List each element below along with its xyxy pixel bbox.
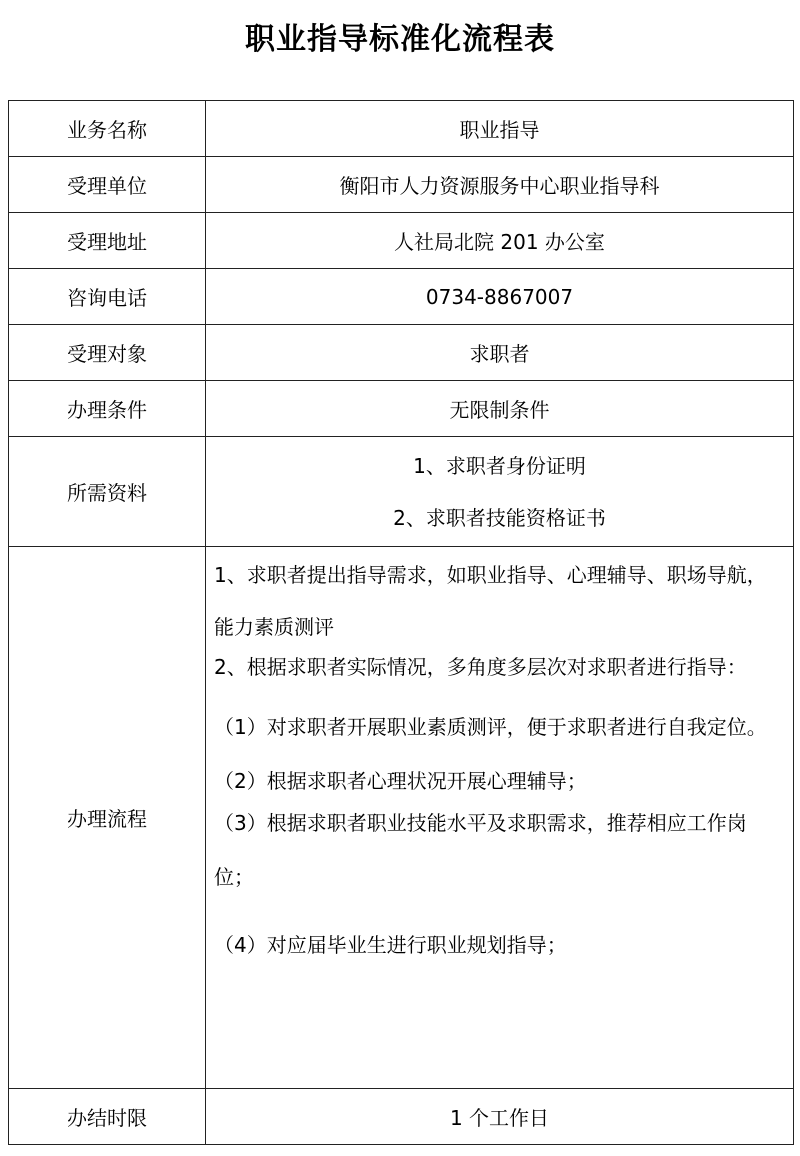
table-row <box>9 157 794 213</box>
process-substep-4: （4）对应届毕业生进行职业规划指导； <box>214 933 567 957</box>
row-value: 衡阳市人力资源服务中心职业指导科 <box>206 157 794 213</box>
process-substep-3-cont: 位； <box>214 865 254 889</box>
row-value: 职业指导 <box>206 101 794 157</box>
process-row <box>9 547 794 1089</box>
materials-list <box>206 437 794 547</box>
process-label: 办理流程 <box>9 547 206 1089</box>
process-table <box>8 100 794 1145</box>
materials-label: 所需资料 <box>9 437 206 547</box>
table-row <box>9 269 794 325</box>
row-label: 办理条件 <box>9 381 206 437</box>
table-row <box>9 381 794 437</box>
table-row <box>9 101 794 157</box>
table-row <box>9 325 794 381</box>
material-item: 2、求职者技能资格证书 <box>393 505 606 530</box>
row-value: 人社局北院 201 办公室 <box>206 213 794 269</box>
row-value: 无限制条件 <box>206 381 794 437</box>
material-item: 1、求职者身份证明 <box>413 453 586 478</box>
process-substep-2: （2）根据求职者心理状况开展心理辅导； <box>214 769 587 793</box>
materials-row <box>9 437 794 547</box>
row-value: 0734-8867007 <box>206 269 794 325</box>
row-label: 受理对象 <box>9 325 206 381</box>
deadline-label: 办结时限 <box>9 1089 206 1145</box>
row-label: 业务名称 <box>9 101 206 157</box>
row-label: 受理单位 <box>9 157 206 213</box>
row-value: 求职者 <box>206 325 794 381</box>
process-step-1: 1、求职者提出指导需求，如职业指导、心理辅导、职场导航， <box>214 563 767 587</box>
process-substep-3: （3）根据求职者职业技能水平及求职需求，推荐相应工作岗 <box>214 811 747 835</box>
row-label: 受理地址 <box>9 213 206 269</box>
deadline-value: 1 个工作日 <box>206 1089 794 1145</box>
process-step-1-cont: 能力素质测评 <box>214 615 334 639</box>
process-steps <box>206 547 794 1089</box>
page-title: 职业指导标准化流程表 <box>245 22 555 57</box>
deadline-row <box>9 1089 794 1145</box>
process-substep-1: （1）对求职者开展职业素质测评，便于求职者进行自我定位。 <box>214 715 767 739</box>
process-step-2: 2、根据求职者实际情况，多角度多层次对求职者进行指导： <box>214 655 747 679</box>
row-label: 咨询电话 <box>9 269 206 325</box>
table-row <box>9 213 794 269</box>
